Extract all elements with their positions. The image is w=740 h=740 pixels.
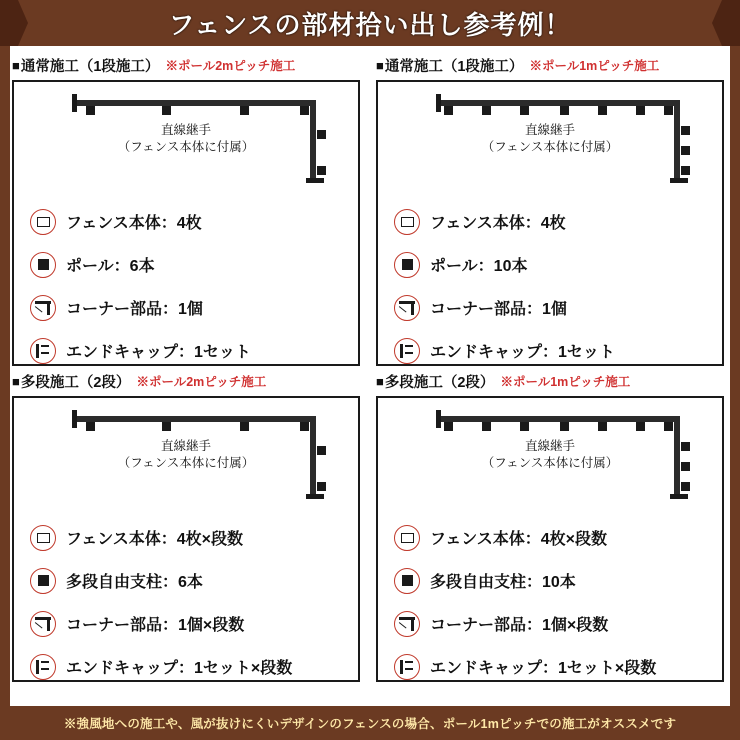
end-cap-left [72,94,77,112]
end-cap-bottom [306,178,324,183]
post-marker [520,422,529,431]
parts-list [14,516,358,688]
panel-heading-text: 通常施工（1段施工） [20,58,160,75]
fence-schematic [14,398,358,516]
parts-list [14,200,358,372]
part-label: コーナー部品：1個×段数 [66,617,245,634]
fence-panel-icon [394,525,420,551]
post-marker [86,106,95,115]
part-row [378,602,722,645]
post-icon [30,252,56,278]
post-marker [317,166,326,175]
post-marker [636,422,645,431]
end-cap-bottom [670,494,688,499]
post-marker [664,106,673,115]
panel-heading [376,54,724,76]
panel-heading-text: 通常施工（1段施工） [384,58,524,75]
part-row [14,286,358,329]
post-marker [300,422,309,431]
post-icon [30,568,56,594]
part-label: フェンス本体：4枚 [430,215,566,232]
fence-schematic [378,82,722,200]
part-row [378,286,722,329]
panel-body [376,80,724,366]
post-marker [482,422,491,431]
post-marker [162,422,171,431]
end-cap-bottom [670,178,688,183]
header-band [0,0,740,46]
fence-schematic [378,398,722,516]
corner-part-icon [30,611,56,637]
part-label: コーナー部品：1個×段数 [430,617,609,634]
schematic-label: 直線継手 （フェンス本体に付属） [117,123,255,154]
corner-part-icon [394,295,420,321]
part-label: エンドキャップ：1セット×段数 [66,660,293,677]
bullet-square-icon: ■ [12,57,20,73]
fence-panel-icon [30,525,56,551]
post-marker [560,106,569,115]
part-row [378,200,722,243]
fence-panel-icon [394,209,420,235]
part-label: エンドキャップ：1セット [66,344,251,361]
end-cap-left [72,410,77,428]
part-label: 多段自由支柱：6本 [66,574,203,591]
part-label: エンドキャップ：1セット×段数 [430,660,657,677]
part-row [14,200,358,243]
part-label: フェンス本体：4枚×段数 [66,531,243,548]
part-label: ポール：10本 [430,258,528,275]
end-cap-icon [394,338,420,364]
bullet-square-icon: ■ [376,373,384,389]
rail-horizontal [76,100,316,106]
part-label: コーナー部品：1個 [66,301,203,318]
part-label: フェンス本体：4枚×段数 [430,531,607,548]
panel-body [12,396,360,682]
panel-heading [12,54,360,76]
panel-pitch-note: ※ポール1mピッチ施工 [500,375,631,389]
panel-pitch-note: ※ポール2mピッチ施工 [165,59,296,73]
part-row [14,516,358,559]
parts-list [378,200,722,372]
schematic-label: 直線継手 （フェンス本体に付属） [117,439,255,470]
part-row [14,559,358,602]
panel-multistage-1m [376,370,724,682]
post-icon [394,568,420,594]
parts-list [378,516,722,688]
post-marker [520,106,529,115]
post-marker [444,106,453,115]
bullet-square-icon: ■ [12,373,20,389]
panel-body [376,396,724,682]
end-cap-left [436,410,441,428]
schematic-label: 直線継手 （フェンス本体に付属） [481,123,619,154]
rail-horizontal [76,416,316,422]
post-icon [394,252,420,278]
end-cap-icon [30,654,56,680]
part-row [378,516,722,559]
part-label: エンドキャップ：1セット [430,344,615,361]
part-row [378,329,722,372]
post-marker [636,106,645,115]
part-label: 多段自由支柱：10本 [430,574,576,591]
end-cap-bottom [306,494,324,499]
end-cap-left [436,94,441,112]
post-marker [86,422,95,431]
part-row [14,243,358,286]
schematic-label: 直線継手 （フェンス本体に付属） [481,439,619,470]
panel-multistage-2m [12,370,360,682]
corner-part-icon [394,611,420,637]
fence-panel-icon [30,209,56,235]
panel-grid [0,46,740,706]
part-row [14,329,358,372]
page-title: フェンスの部材拾い出し参考例！ [168,9,572,40]
post-marker [681,166,690,175]
part-row [378,243,722,286]
panel-heading-text: 多段施工（2段） [384,374,495,391]
part-row [378,645,722,688]
part-row [14,645,358,688]
post-marker [598,106,607,115]
part-label: フェンス本体：4枚 [66,215,202,232]
end-cap-icon [30,338,56,364]
panel-pitch-note: ※ポール2mピッチ施工 [136,375,267,389]
post-marker [681,482,690,491]
post-marker [240,422,249,431]
part-label: ポール：6本 [66,258,155,275]
post-marker [598,422,607,431]
post-marker [317,482,326,491]
post-marker [240,106,249,115]
panel-heading [376,370,724,392]
panel-standard-2m [12,54,360,366]
bullet-square-icon: ■ [376,57,384,73]
panel-heading [12,370,360,392]
panel-pitch-note: ※ポール1mピッチ施工 [529,59,660,73]
part-row [14,602,358,645]
corner-part-icon [30,295,56,321]
part-label: コーナー部品：1個 [430,301,567,318]
footer-note: ※強風地への施工や、風が抜けにくいデザインのフェンスの場合、ポール1mピッチでの施工がオススメです [0,706,740,740]
panel-standard-1m [376,54,724,366]
panel-heading-text: 多段施工（2段） [20,374,131,391]
post-marker [482,106,491,115]
post-marker [300,106,309,115]
fence-schematic [14,82,358,200]
post-marker [162,106,171,115]
post-marker [444,422,453,431]
part-row [378,559,722,602]
panel-body [12,80,360,366]
end-cap-icon [394,654,420,680]
post-marker [664,422,673,431]
post-marker [560,422,569,431]
